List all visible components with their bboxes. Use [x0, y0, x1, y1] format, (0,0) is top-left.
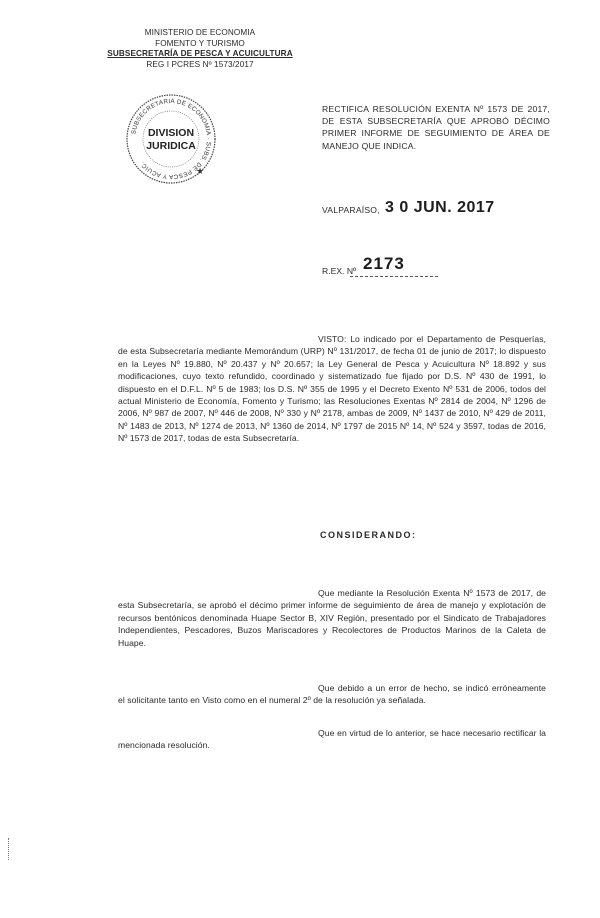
registry-line: REG I PCRES Nº 1573/2017 [146, 59, 254, 69]
considerando-1-paragraph: Que mediante la Resolución Exenta Nº 1573 de 2017, de esta Subsecretaría, se aprobó el décimo primer informe de seguimiento de área de manejo y explotación de recursos bentónicos denominada Huape Sector B, XIV Región, presentado por el Sindicato de Trabajadores Independientes, Pescadores, Buzos Mariscadores y Recolectores de Productos Marinos de la Caleta de Huape. [118, 588, 546, 648]
considerando-3-paragraph: Que en virtud de lo anterior, se hace necesario rectificar la mencionada resolución. [118, 728, 546, 751]
considerando-3 [118, 727, 546, 752]
ministry-line: MINISTERIO DE ECONOMIA [144, 28, 256, 37]
considerando-1 [118, 587, 546, 649]
stamp-ring-text: SUBSECRETARIA DE ECONOMIA · SUBS. DE PESCA Y ACUIC. [130, 97, 213, 181]
considerando-2 [118, 682, 546, 707]
issuer-header [100, 28, 300, 70]
visto-paragraph: VISTO: Lo indicado por el Departamento de Pesquerías, de esta Subsecretaría mediante Memorándum (URP) Nº 131/2017, de fecha 01 de junio de 2017; lo dispuesto en la Leyes Nº 19.880, Nº 20.437 y Nº 20.657; la Ley General de Pesca y Acuicultura Nº 18.892 y sus modificaciones, cuyo texto refundido, coordinado y sistematizado fue fijado por D.S. Nº 430 de 1991, lo dispuesto en el D.F.L. Nº 5 de 1983; los D.S. Nº 355 de 1995 y el Decreto Exento Nº 531 de 2006, todos del actual Ministerio de Economía, Fomento y Turismo; las Resoluciones Exentas Nº 2814 de 2004, Nº 1296 de 2006, Nº 987 de 2007, Nº 446 de 2008, Nº 330 y Nº 2178, ambas de 2009, Nº 1437 de 2010, Nº 429 de 2011, Nº 1483 de 2013, Nº 1274 de 2013, Nº 1360 de 2014, Nº 1797 de 2015 Nº 14, Nº 524 y 3597, todas de 2016, Nº 1573 de 2017, todas de esta Subsecretaría. [118, 334, 546, 444]
rex-number-underline [350, 276, 438, 277]
ministry-subline: FOMENTO Y TURISMO [155, 38, 245, 48]
resolution-summary: RECTIFICA RESOLUCIÓN EXENTA Nº 1573 DE 2017, DE ESTA SUBSECRETARÍA QUE APROBÓ DÉCIMO PRIMER INFORME DE SEGUIMIENTO DE ÁREA DE MANEJO QUE INDICA. [322, 104, 550, 151]
stamp-center-line1: DIVISION [147, 127, 195, 139]
stamp-star-icon: ★ [196, 166, 205, 176]
considerando-2-paragraph: Que debido a un error de hecho, se indicó erróneamente el solicitante tanto en Visto como en el numeral 2º de la resolución ya señalada. [118, 683, 546, 706]
date-stamp: 3 0 JUN. 2017 [385, 199, 495, 216]
place-label: VALPARAÍSO, [322, 205, 380, 215]
division-juridica-stamp [124, 92, 218, 186]
considerando-title: CONSIDERANDO: [320, 530, 417, 540]
rex-label: R.EX. Nº [322, 266, 357, 276]
scan-margin-mark [8, 838, 11, 860]
visto-section [118, 333, 546, 445]
subsecretaria-line: SUBSECRETARÍA DE PESCA Y ACUICULTURA [107, 49, 293, 59]
stamp-center-line2: JURIDICA [146, 140, 196, 152]
rex-number: 2173 [363, 254, 405, 273]
